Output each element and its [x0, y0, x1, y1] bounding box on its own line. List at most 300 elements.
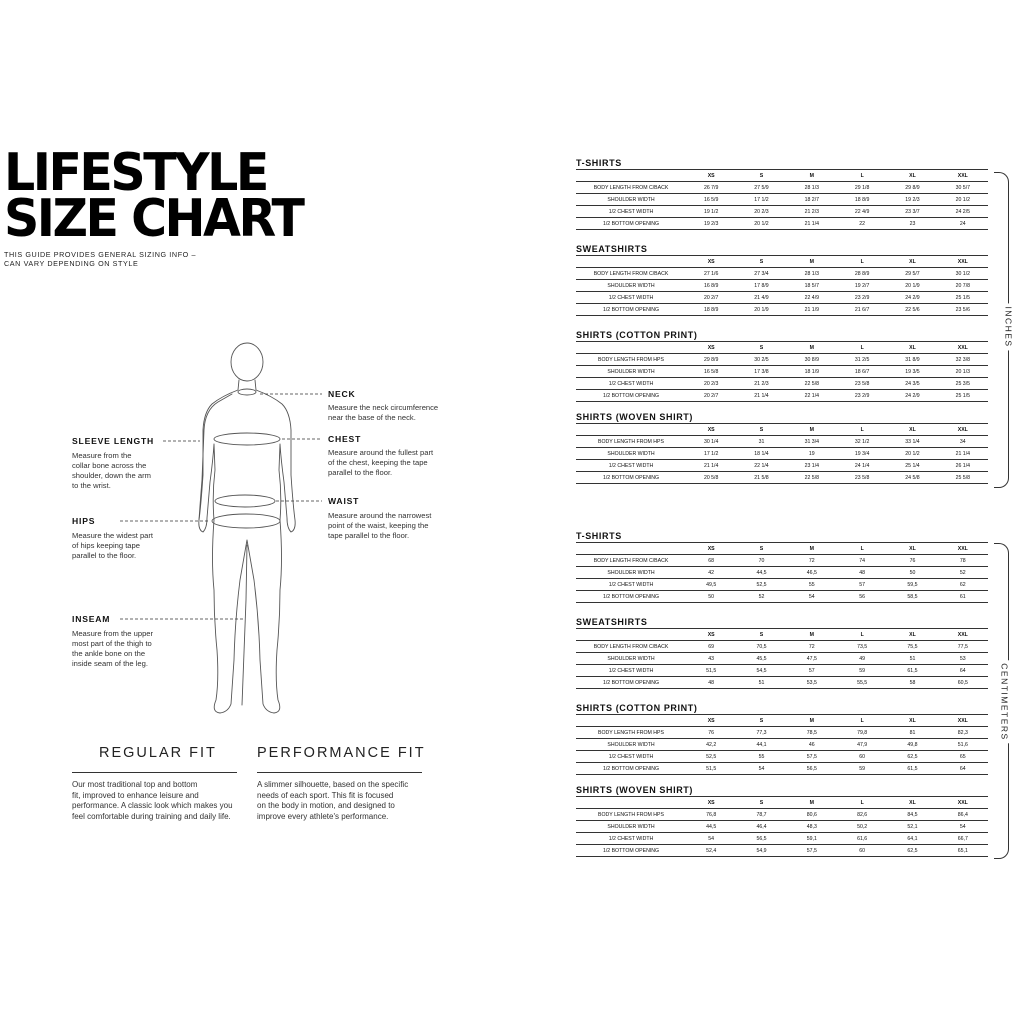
- size-header-cell: XXL: [938, 170, 988, 182]
- hips-desc-line: parallel to the floor.: [72, 551, 137, 560]
- value-cell: 16 5/8: [686, 366, 736, 378]
- table-header-blank: [576, 797, 686, 809]
- sleeve-desc-line: shoulder, down the arm: [72, 471, 151, 480]
- value-cell: 49,8: [887, 739, 937, 751]
- row-label-cell: 1/2 CHEST WIDTH: [576, 579, 686, 591]
- value-cell: 74: [837, 555, 887, 567]
- size-header-cell: M: [787, 797, 837, 809]
- value-cell: 44,5: [686, 821, 736, 833]
- value-cell: 31: [736, 436, 786, 448]
- value-cell: 17 8/9: [736, 280, 786, 292]
- value-cell: 29 5/7: [887, 268, 937, 280]
- value-cell: 30 2/5: [736, 354, 786, 366]
- value-cell: 51: [736, 677, 786, 689]
- row-label-cell: 1/2 BOTTOM OPENING: [576, 218, 686, 230]
- figure-body-outline: [199, 380, 295, 713]
- value-cell: 29 8/9: [887, 182, 937, 194]
- table-row: [576, 821, 988, 833]
- value-cell: 24 2/9: [887, 292, 937, 304]
- value-cell: 22 5/8: [787, 472, 837, 484]
- chest-label: CHEST: [328, 434, 362, 444]
- value-cell: 18 8/9: [837, 194, 887, 206]
- value-cell: 31 3/4: [787, 436, 837, 448]
- value-cell: 56,5: [736, 833, 786, 845]
- row-label-cell: BODY LENGTH FROM C/BACK: [576, 555, 686, 567]
- value-cell: 84,5: [887, 809, 937, 821]
- waist-desc-line: tape parallel to the floor.: [328, 531, 410, 540]
- value-cell: 54: [736, 763, 786, 775]
- neck-label: NECK: [328, 389, 356, 399]
- table-header-row: [576, 342, 988, 354]
- table-row: [576, 366, 988, 378]
- size-header-cell: L: [837, 170, 887, 182]
- value-cell: 23 5/6: [938, 304, 988, 316]
- table-row: [576, 591, 988, 603]
- value-cell: 57: [787, 665, 837, 677]
- table-title: SHIRTS (WOVEN SHIRT): [576, 785, 693, 795]
- value-cell: 70: [736, 555, 786, 567]
- value-cell: 20 1/3: [938, 366, 988, 378]
- value-cell: 50,2: [837, 821, 887, 833]
- value-cell: 24 5/8: [887, 472, 937, 484]
- title-line-2: SIZE CHART: [4, 188, 303, 249]
- value-cell: 19: [787, 448, 837, 460]
- table-row: [576, 448, 988, 460]
- table-row: [576, 677, 988, 689]
- size-header-cell: XL: [887, 170, 937, 182]
- value-cell: 25 1/4: [887, 460, 937, 472]
- value-cell: 21 4/9: [736, 292, 786, 304]
- value-cell: 75,5: [887, 641, 937, 653]
- regular-fit-desc-line: feel comfortable during training and daily life.: [72, 811, 231, 821]
- waist-description: [328, 511, 431, 541]
- value-cell: 19 2/3: [686, 218, 736, 230]
- inseam-desc-line: most part of the thigh to: [72, 639, 152, 648]
- value-cell: 30 1/2: [938, 268, 988, 280]
- value-cell: 24 2/9: [887, 390, 937, 402]
- value-cell: 56,5: [787, 763, 837, 775]
- value-cell: 51,5: [686, 665, 736, 677]
- value-cell: 25 1/5: [938, 390, 988, 402]
- table-header-row: [576, 797, 988, 809]
- value-cell: 60,5: [938, 677, 988, 689]
- value-cell: 64: [938, 763, 988, 775]
- table-row: [576, 739, 988, 751]
- value-cell: 73,5: [837, 641, 887, 653]
- value-cell: 33 1/4: [887, 436, 937, 448]
- row-label-cell: 1/2 BOTTOM OPENING: [576, 390, 686, 402]
- value-cell: 69: [686, 641, 736, 653]
- size-header-cell: XXL: [938, 629, 988, 641]
- value-cell: 19 3/4: [837, 448, 887, 460]
- size-header-cell: L: [837, 543, 887, 555]
- value-cell: 48: [686, 677, 736, 689]
- waist-label: WAIST: [328, 496, 360, 506]
- row-label-cell: 1/2 BOTTOM OPENING: [576, 677, 686, 689]
- value-cell: 50: [686, 591, 736, 603]
- value-cell: 52: [938, 567, 988, 579]
- row-label-cell: SHOULDER WIDTH: [576, 653, 686, 665]
- row-label-cell: 1/2 BOTTOM OPENING: [576, 304, 686, 316]
- size-header-cell: S: [736, 797, 786, 809]
- chest-measure-ring: [214, 433, 280, 445]
- value-cell: 50: [887, 567, 937, 579]
- value-cell: 68: [686, 555, 736, 567]
- value-cell: 19 2/3: [887, 194, 937, 206]
- table-row: [576, 182, 988, 194]
- value-cell: 52,5: [686, 751, 736, 763]
- table-title: SHIRTS (COTTON PRINT): [576, 330, 698, 340]
- value-cell: 86,4: [938, 809, 988, 821]
- value-cell: 82,6: [837, 809, 887, 821]
- chest-description: [328, 448, 433, 478]
- row-label-cell: 1/2 CHEST WIDTH: [576, 460, 686, 472]
- size-header-cell: M: [787, 543, 837, 555]
- value-cell: 27 5/9: [736, 182, 786, 194]
- size-header-cell: L: [837, 715, 887, 727]
- table-row: [576, 390, 988, 402]
- value-cell: 27 1/6: [686, 268, 736, 280]
- table-row: [576, 354, 988, 366]
- row-label-cell: SHOULDER WIDTH: [576, 821, 686, 833]
- row-label-cell: BODY LENGTH FROM C/BACK: [576, 641, 686, 653]
- value-cell: 20 1/9: [887, 280, 937, 292]
- value-cell: 48,3: [787, 821, 837, 833]
- page-subtitle: [4, 250, 244, 268]
- value-cell: 54,5: [736, 665, 786, 677]
- title-line-1: LIFESTYLE: [4, 142, 267, 203]
- table-header-blank: [576, 543, 686, 555]
- value-cell: 77,5: [938, 641, 988, 653]
- value-cell: 72: [787, 641, 837, 653]
- table-header-row: [576, 715, 988, 727]
- size-table: [576, 341, 988, 402]
- value-cell: 21 2/3: [787, 206, 837, 218]
- value-cell: 26 7/9: [686, 182, 736, 194]
- row-label-cell: 1/2 CHEST WIDTH: [576, 751, 686, 763]
- size-table: [576, 255, 988, 316]
- value-cell: 30 1/4: [686, 436, 736, 448]
- value-cell: 72: [787, 555, 837, 567]
- value-cell: 21 6/7: [837, 304, 887, 316]
- value-cell: 42,2: [686, 739, 736, 751]
- value-cell: 60: [837, 845, 887, 857]
- chest-desc-line: parallel to the floor.: [328, 468, 393, 477]
- size-header-cell: XXL: [938, 342, 988, 354]
- value-cell: 21 1/4: [787, 218, 837, 230]
- row-label-cell: 1/2 BOTTOM OPENING: [576, 472, 686, 484]
- table-row: [576, 727, 988, 739]
- value-cell: 23 5/8: [837, 472, 887, 484]
- size-header-cell: M: [787, 256, 837, 268]
- value-cell: 62,5: [887, 751, 937, 763]
- sleeve-measure-line: [199, 394, 232, 520]
- inseam-measure-line: [242, 545, 247, 705]
- inches-table-3: [576, 412, 988, 484]
- size-header-cell: L: [837, 342, 887, 354]
- subtitle-line-1: THIS GUIDE PROVIDES GENERAL SIZING INFO –: [4, 250, 197, 259]
- size-table: [576, 169, 988, 230]
- value-cell: 64,1: [887, 833, 937, 845]
- performance-fit-desc-line: improve every athlete's performance.: [257, 811, 389, 821]
- value-cell: 42: [686, 567, 736, 579]
- table-row: [576, 845, 988, 857]
- value-cell: 30 8/9: [787, 354, 837, 366]
- value-cell: 53,5: [787, 677, 837, 689]
- table-title: T-SHIRTS: [576, 158, 622, 168]
- row-label-cell: BODY LENGTH FROM C/BACK: [576, 268, 686, 280]
- value-cell: 52,4: [686, 845, 736, 857]
- value-cell: 20 2/3: [686, 378, 736, 390]
- performance-fit-heading: PERFORMANCE FIT: [257, 745, 426, 761]
- table-row: [576, 555, 988, 567]
- value-cell: 32 1/2: [837, 436, 887, 448]
- value-cell: 23 1/4: [787, 460, 837, 472]
- value-cell: 21 1/4: [686, 460, 736, 472]
- value-cell: 49,5: [686, 579, 736, 591]
- value-cell: 28 1/3: [787, 268, 837, 280]
- value-cell: 65: [938, 751, 988, 763]
- chest-desc-line: of the chest, keeping the tape: [328, 458, 428, 467]
- performance-fit-desc-line: A slimmer silhouette, based on the specific: [257, 780, 409, 789]
- value-cell: 20 1/2: [736, 218, 786, 230]
- table-row: [576, 567, 988, 579]
- table-header-row: [576, 170, 988, 182]
- row-label-cell: BODY LENGTH FROM HPS: [576, 727, 686, 739]
- value-cell: 18 1/9: [787, 366, 837, 378]
- table-row: [576, 206, 988, 218]
- size-table: [576, 542, 988, 603]
- value-cell: 77,3: [736, 727, 786, 739]
- table-title: SWEATSHIRTS: [576, 244, 648, 254]
- size-header-cell: S: [736, 715, 786, 727]
- size-header-cell: XS: [686, 170, 736, 182]
- inches-table-2: [576, 330, 988, 402]
- size-header-cell: XXL: [938, 256, 988, 268]
- table-row: [576, 378, 988, 390]
- size-header-cell: XXL: [938, 797, 988, 809]
- value-cell: 19 2/7: [837, 280, 887, 292]
- table-row: [576, 653, 988, 665]
- size-header-cell: M: [787, 715, 837, 727]
- subtitle-line-2: CAN VARY DEPENDING ON STYLE: [4, 259, 139, 268]
- value-cell: 66,7: [938, 833, 988, 845]
- size-header-cell: XXL: [938, 543, 988, 555]
- value-cell: 24 3/5: [887, 378, 937, 390]
- value-cell: 17 1/2: [736, 194, 786, 206]
- table-row: [576, 751, 988, 763]
- size-table: [576, 714, 988, 775]
- value-cell: 20 1/2: [887, 448, 937, 460]
- value-cell: 64: [938, 665, 988, 677]
- row-label-cell: 1/2 CHEST WIDTH: [576, 292, 686, 304]
- table-header-blank: [576, 256, 686, 268]
- value-cell: 34: [938, 436, 988, 448]
- value-cell: 65,1: [938, 845, 988, 857]
- table-title: T-SHIRTS: [576, 531, 622, 541]
- value-cell: 52,1: [887, 821, 937, 833]
- value-cell: 16 5/9: [686, 194, 736, 206]
- sleeve-length-label: SLEEVE LENGTH: [72, 436, 155, 446]
- size-header-cell: S: [736, 256, 786, 268]
- row-label-cell: SHOULDER WIDTH: [576, 448, 686, 460]
- row-label-cell: BODY LENGTH FROM HPS: [576, 436, 686, 448]
- value-cell: 22: [837, 218, 887, 230]
- table-header-blank: [576, 342, 686, 354]
- row-label-cell: SHOULDER WIDTH: [576, 739, 686, 751]
- value-cell: 20 2/3: [736, 206, 786, 218]
- centimeters-table-2: [576, 703, 988, 775]
- value-cell: 61,6: [837, 833, 887, 845]
- inches-unit-label: INCHES: [1002, 303, 1016, 350]
- value-cell: 78,5: [787, 727, 837, 739]
- table-header-blank: [576, 170, 686, 182]
- value-cell: 79,8: [837, 727, 887, 739]
- value-cell: 18 5/7: [787, 280, 837, 292]
- table-row: [576, 641, 988, 653]
- value-cell: 24 2/5: [938, 206, 988, 218]
- inseam-label: INSEAM: [72, 614, 111, 624]
- size-header-cell: L: [837, 256, 887, 268]
- neck-measure-ring: [238, 389, 256, 395]
- value-cell: 62,5: [887, 845, 937, 857]
- value-cell: 22 4/9: [787, 292, 837, 304]
- value-cell: 23 2/9: [837, 292, 887, 304]
- value-cell: 62: [938, 579, 988, 591]
- size-header-cell: S: [736, 629, 786, 641]
- value-cell: 25 3/5: [938, 378, 988, 390]
- value-cell: 16 8/9: [686, 280, 736, 292]
- value-cell: 43: [686, 653, 736, 665]
- value-cell: 49: [837, 653, 887, 665]
- size-header-cell: XL: [887, 424, 937, 436]
- value-cell: 19 3/5: [887, 366, 937, 378]
- size-table: [576, 423, 988, 484]
- sleeve-desc-line: Measure from the: [72, 451, 132, 460]
- value-cell: 30 5/7: [938, 182, 988, 194]
- value-cell: 54,9: [736, 845, 786, 857]
- size-table: [576, 628, 988, 689]
- value-cell: 31 2/5: [837, 354, 887, 366]
- value-cell: 20 1/9: [736, 304, 786, 316]
- row-label-cell: 1/2 CHEST WIDTH: [576, 833, 686, 845]
- inches-table-1: [576, 244, 988, 316]
- value-cell: 55: [736, 751, 786, 763]
- value-cell: 26 1/4: [938, 460, 988, 472]
- regular-fit-desc-line: fit, improved to enhance leisure and: [72, 790, 199, 800]
- value-cell: 61: [938, 591, 988, 603]
- value-cell: 59,5: [887, 579, 937, 591]
- table-header-blank: [576, 424, 686, 436]
- regular-fit-description: [72, 780, 252, 822]
- size-header-cell: M: [787, 170, 837, 182]
- sleeve-length-description: [72, 451, 151, 491]
- value-cell: 59,1: [787, 833, 837, 845]
- hips-label: HIPS: [72, 516, 96, 526]
- value-cell: 70,5: [736, 641, 786, 653]
- hips-desc-line: of hips keeping tape: [72, 541, 140, 550]
- size-header-cell: XL: [887, 342, 937, 354]
- value-cell: 57: [837, 579, 887, 591]
- value-cell: 23 3/7: [887, 206, 937, 218]
- value-cell: 52,5: [736, 579, 786, 591]
- value-cell: 23 5/8: [837, 378, 887, 390]
- row-label-cell: SHOULDER WIDTH: [576, 280, 686, 292]
- hips-desc-line: Measure the widest part: [72, 531, 154, 540]
- value-cell: 53: [938, 653, 988, 665]
- value-cell: 78: [938, 555, 988, 567]
- waist-measure-ring: [215, 495, 275, 507]
- value-cell: 18 2/7: [787, 194, 837, 206]
- value-cell: 48: [837, 567, 887, 579]
- value-cell: 20 5/8: [686, 472, 736, 484]
- size-header-cell: L: [837, 629, 887, 641]
- value-cell: 61,5: [887, 763, 937, 775]
- table-title: SHIRTS (COTTON PRINT): [576, 703, 698, 713]
- sleeve-desc-line: to the wrist.: [72, 481, 111, 490]
- table-header-row: [576, 256, 988, 268]
- value-cell: 78,7: [736, 809, 786, 821]
- value-cell: 21 1/4: [736, 390, 786, 402]
- value-cell: 19 1/2: [686, 206, 736, 218]
- value-cell: 54: [686, 833, 736, 845]
- figure-head: [231, 343, 263, 381]
- regular-fit-heading: REGULAR FIT: [99, 745, 217, 761]
- row-label-cell: 1/2 CHEST WIDTH: [576, 665, 686, 677]
- value-cell: 55: [787, 579, 837, 591]
- row-label-cell: BODY LENGTH FROM HPS: [576, 809, 686, 821]
- inseam-desc-line: the ankle bone on the: [72, 649, 146, 658]
- size-header-cell: XL: [887, 629, 937, 641]
- value-cell: 46,5: [787, 567, 837, 579]
- size-header-cell: XS: [686, 797, 736, 809]
- inseam-description: [72, 629, 153, 669]
- waist-desc-line: point of the waist, keeping the: [328, 521, 429, 530]
- value-cell: 18 1/4: [736, 448, 786, 460]
- value-cell: 17 3/8: [736, 366, 786, 378]
- value-cell: 59: [837, 763, 887, 775]
- table-row: [576, 292, 988, 304]
- value-cell: 58,5: [887, 591, 937, 603]
- value-cell: 22 1/4: [787, 390, 837, 402]
- table-row: [576, 665, 988, 677]
- row-label-cell: 1/2 CHEST WIDTH: [576, 378, 686, 390]
- value-cell: 57,5: [787, 845, 837, 857]
- value-cell: 58: [887, 677, 937, 689]
- row-label-cell: 1/2 BOTTOM OPENING: [576, 845, 686, 857]
- performance-fit-divider: [257, 772, 422, 773]
- size-header-cell: XL: [887, 543, 937, 555]
- performance-fit-desc-line: needs of each sport. This fit is focused: [257, 790, 394, 800]
- table-header-blank: [576, 629, 686, 641]
- size-header-cell: XS: [686, 342, 736, 354]
- row-label-cell: BODY LENGTH FROM HPS: [576, 354, 686, 366]
- size-header-cell: S: [736, 543, 786, 555]
- value-cell: 22 1/4: [736, 460, 786, 472]
- value-cell: 44,5: [736, 567, 786, 579]
- performance-fit-description: [257, 780, 437, 822]
- row-label-cell: SHOULDER WIDTH: [576, 567, 686, 579]
- table-row: [576, 218, 988, 230]
- value-cell: 31 8/9: [887, 354, 937, 366]
- row-label-cell: SHOULDER WIDTH: [576, 366, 686, 378]
- value-cell: 52: [736, 591, 786, 603]
- table-row: [576, 436, 988, 448]
- size-header-cell: M: [787, 342, 837, 354]
- value-cell: 46,4: [736, 821, 786, 833]
- value-cell: 22 4/9: [837, 206, 887, 218]
- value-cell: 46: [787, 739, 837, 751]
